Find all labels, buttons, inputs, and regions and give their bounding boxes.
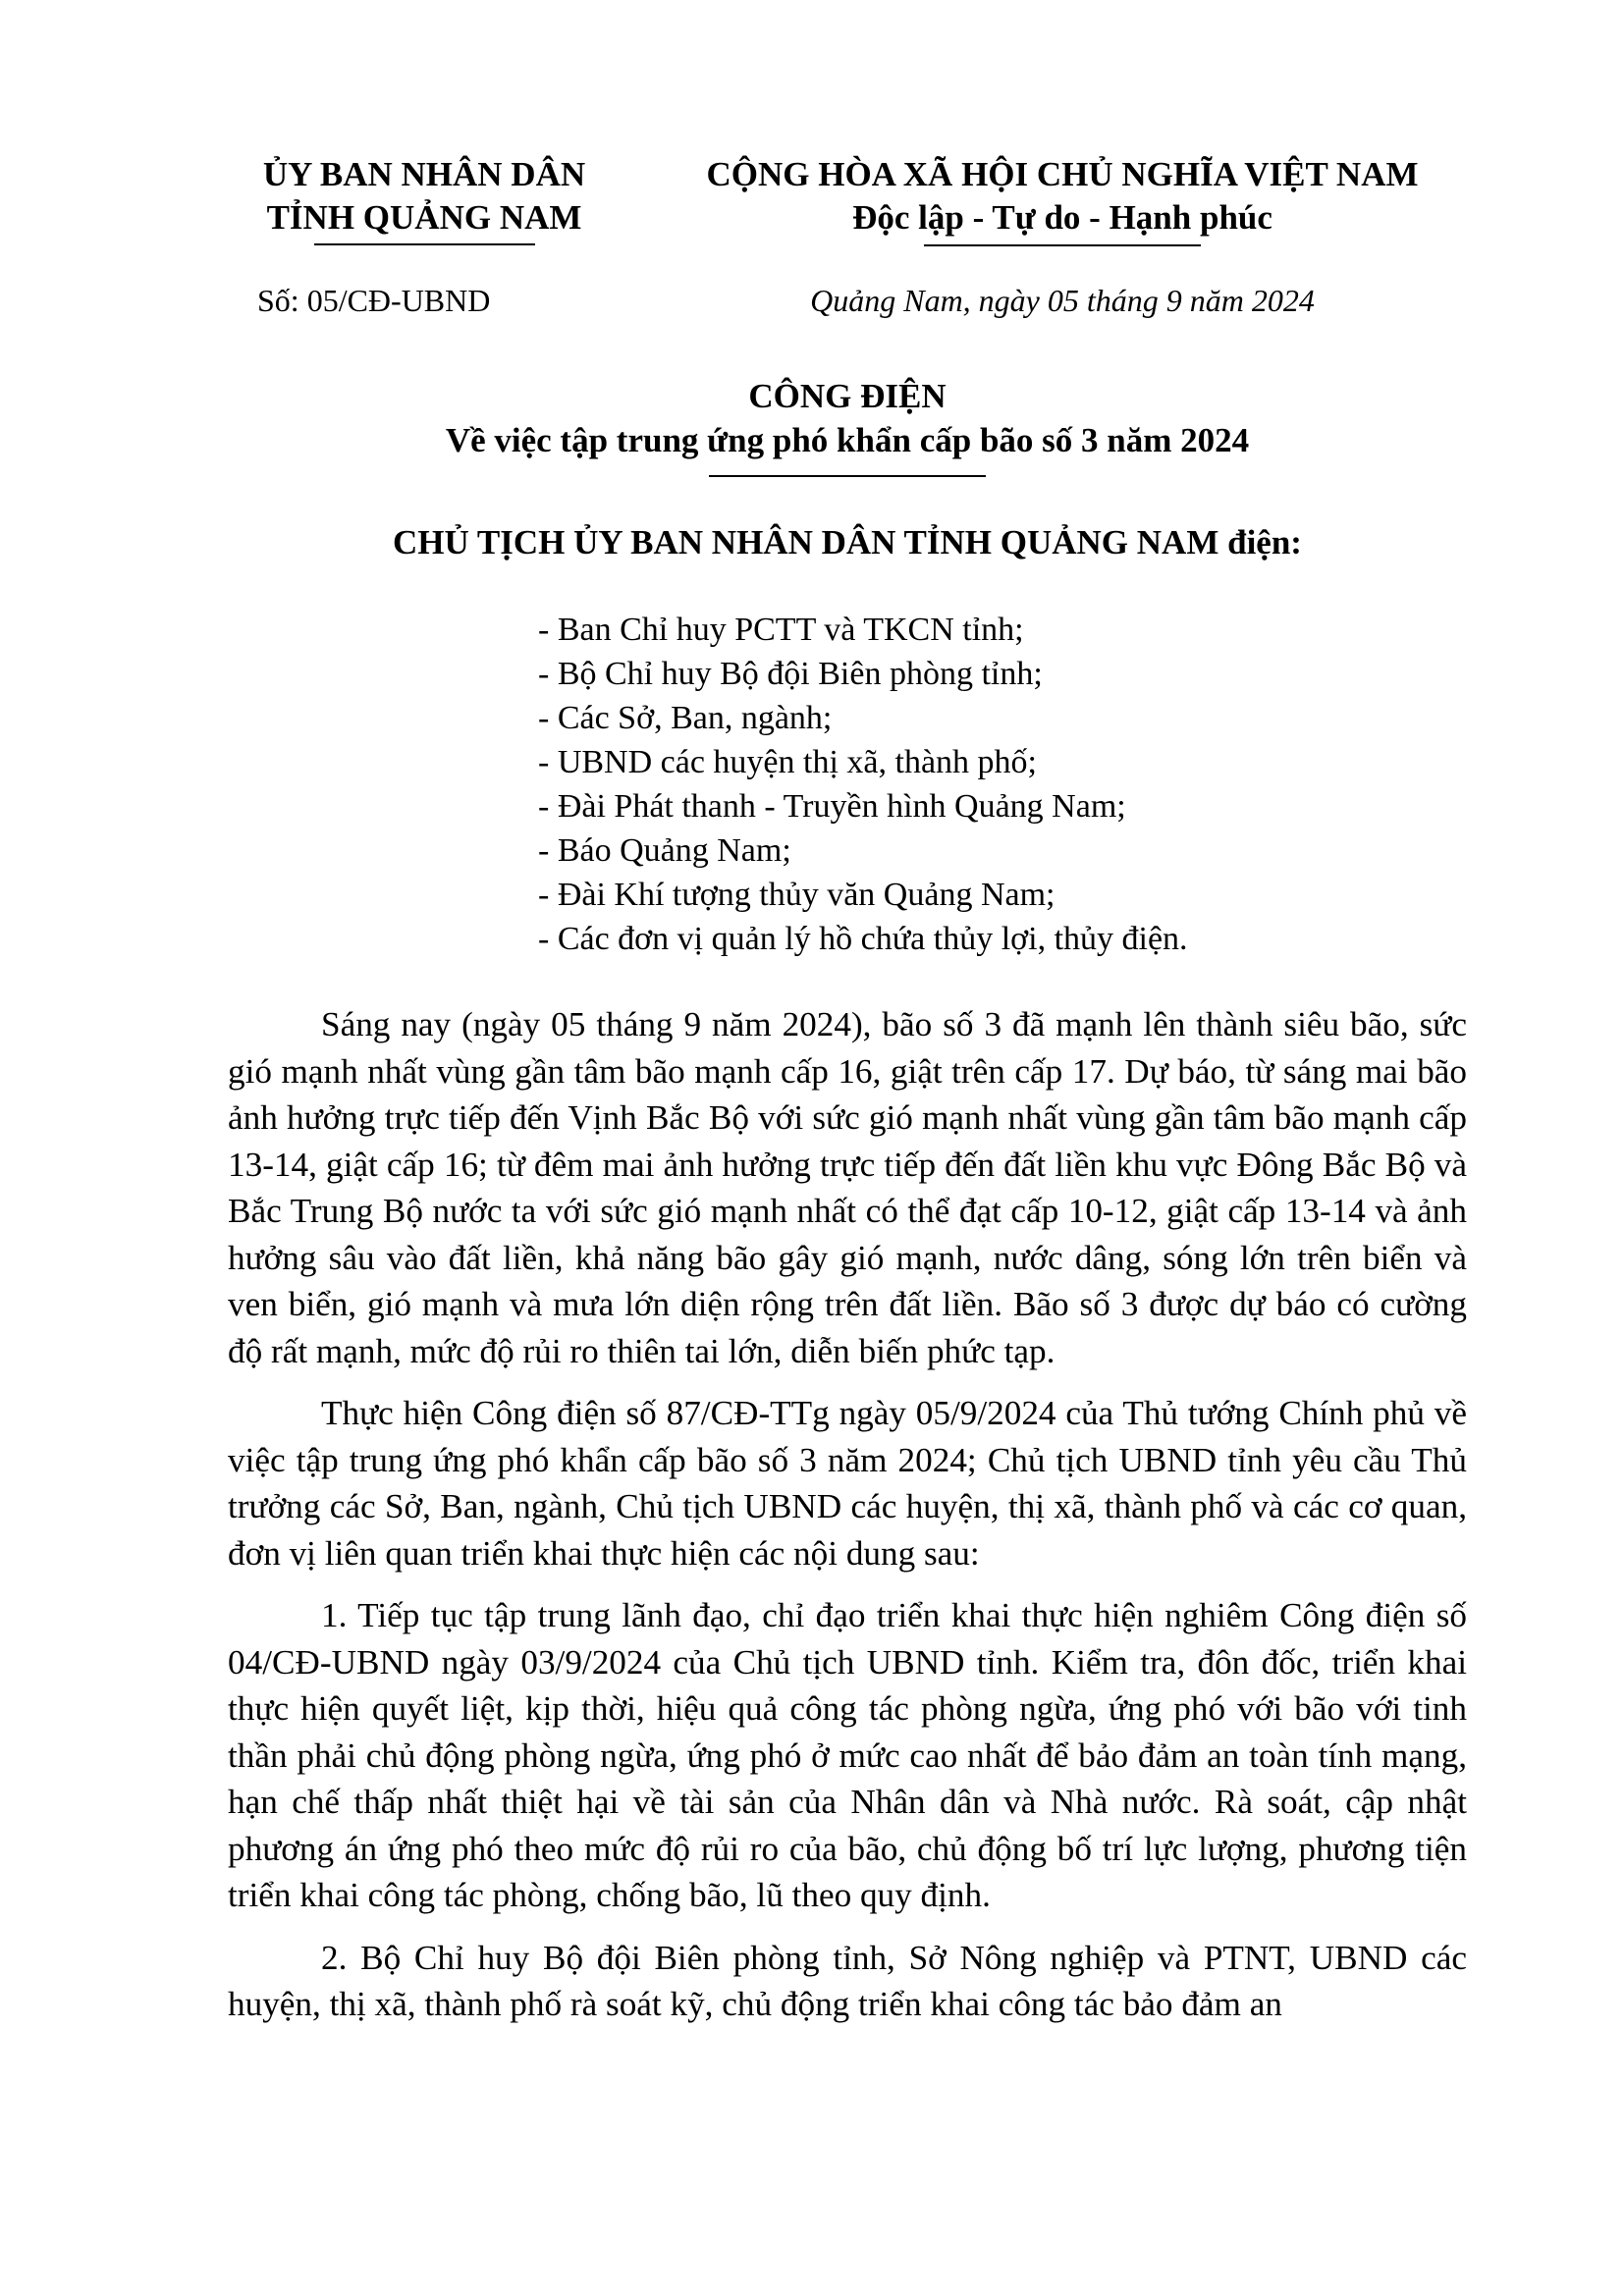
title-main: CÔNG ĐIỆN <box>748 377 947 415</box>
paragraph-item-2: 2. Bộ Chỉ huy Bộ đội Biên phòng tỉnh, Sở Nông nghiệp và PTNT, UBND các huyện, thị xã, thành phố rà soát kỹ, chủ động triển khai công tác bảo đảm an <box>228 1938 1467 2023</box>
nation-title: CỘNG HÒA XÃ HỘI CHỦ NGHĨA VIỆT NAM <box>706 155 1419 193</box>
document-body <box>228 1001 1467 2044</box>
place-date: Quảng Nam, ngày 05 tháng 9 năm 2024 <box>810 283 1315 318</box>
paragraph-situation: Sáng nay (ngày 05 tháng 9 năm 2024), bão số 3 đã mạnh lên thành siêu bão, sức gió mạnh nhất vùng gần tâm bão mạnh cấp 16, giật trên cấp 17. Dự báo, từ sáng mai bão ảnh hưởng trực tiếp đến Vịnh Bắc Bộ với sức gió mạnh nhất vùng gần tâm bão mạnh cấp 13-14, giật cấp 16; từ đêm mai ảnh hưởng trực tiếp đến đất liền khu vực Đông Bắc Bộ và Bắc Trung Bộ nước ta với sức gió mạnh nhất có thể đạt cấp 10-12, giật cấp 13-14 và ảnh hưởng sâu vào đất liền, khả năng bão gây gió mạnh, nước dâng, sóng lớn trên biển và ven biển, gió mạnh và mưa lớn diện rộng trên đất liền. Bão số 3 được dự báo có cường độ rất mạnh, mức độ rủi ro thiên tai lớn, diễn biến phức tạp. <box>228 1005 1467 1370</box>
national-motto <box>660 153 1465 246</box>
recipient-item: - Các đơn vị quản lý hồ chứa thủy lợi, thủy điện. <box>538 921 1188 957</box>
recipient-item: - Các Sở, Ban, ngành; <box>538 700 833 736</box>
addresser-line: CHỦ TỊCH ỦY BAN NHÂN DÂN TỈNH QUẢNG NAM điện: <box>393 523 1302 561</box>
motto-underline <box>924 244 1201 246</box>
agency-line-2: TỈNH QUẢNG NAM <box>266 198 582 237</box>
document-title <box>228 375 1467 477</box>
agency-line-1: ỦY BAN NHÂN DÂN <box>262 155 586 193</box>
recipient-item: - Đài Khí tượng thủy văn Quảng Nam; <box>538 877 1056 913</box>
recipient-item: - Đài Phát thanh - Truyền hình Quảng Nam; <box>538 788 1126 825</box>
issuing-agency <box>228 153 621 245</box>
paragraph-item-1: 1. Tiếp tục tập trung lãnh đạo, chỉ đạo triển khai thực hiện nghiêm Công điện số 04/CĐ-UBND ngày 03/9/2024 của Chủ tịch UBND tỉnh. Kiểm tra, đôn đốc, triển khai thực hiện quyết liệt, kịp thời, hiệu quả công tác phòng ngừa, ứng phó với bão với tinh thần phải chủ động phòng ngừa, ứng phó ở mức cao nhất để bảo đảm an toàn tính mạng, hạn chế thấp nhất thiệt hại về tài sản của Nhân dân và Nhà nước. Rà soát, cập nhật phương án ứng phó theo mức độ rủi ro của bão, chủ động bố trí lực lượng, phương tiện triển khai công tác phòng, chống bão, lũ theo quy định. <box>228 1596 1467 1914</box>
agency-underline <box>314 243 535 245</box>
title-subject: Về việc tập trung ứng phó khẩn cấp bão số 3 năm 2024 <box>445 421 1250 459</box>
recipient-item: - Báo Quảng Nam; <box>538 832 791 869</box>
title-underline <box>709 475 986 477</box>
nation-motto: Độc lập - Tự do - Hạnh phúc <box>852 198 1272 237</box>
paragraph-directive: Thực hiện Công điện số 87/CĐ-TTg ngày 05/9/2024 của Thủ tướng Chính phủ về việc tập trung ứng phó khẩn cấp bão số 3 năm 2024; Chủ tịch UBND tỉnh yêu cầu Thủ trưởng các Sở, Ban, ngành, Chủ tịch UBND các huyện, thị xã, thành phố và các cơ quan, đơn vị liên quan triển khai thực hiện các nội dung sau: <box>228 1394 1467 1573</box>
recipient-item: - Bộ Chỉ huy Bộ đội Biên phòng tỉnh; <box>538 656 1043 692</box>
document-number: Số: 05/CĐ-UBND <box>257 283 491 318</box>
recipient-list <box>538 608 1422 961</box>
recipient-item: - UBND các huyện thị xã, thành phố; <box>538 744 1037 780</box>
recipient-item: - Ban Chỉ huy PCTT và TKCN tỉnh; <box>538 612 1024 648</box>
